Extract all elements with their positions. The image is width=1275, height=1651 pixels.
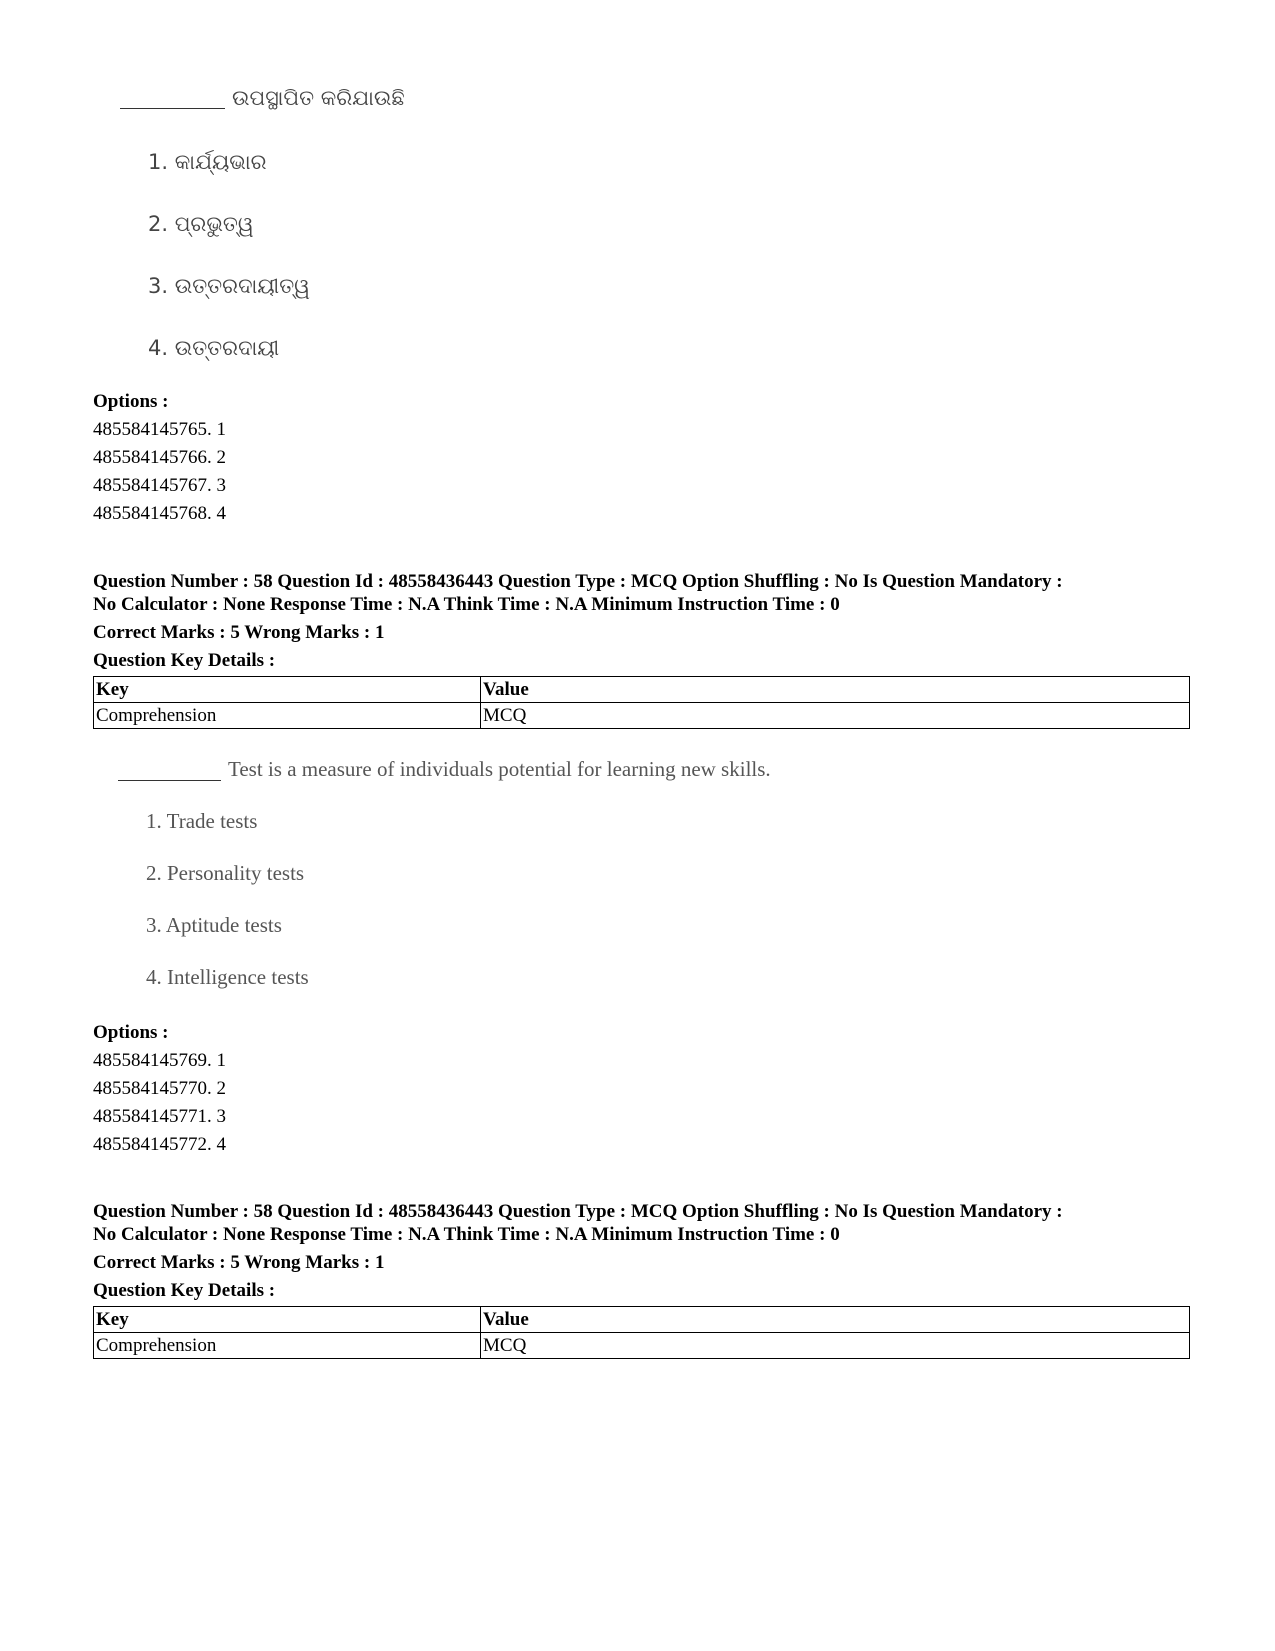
question-meta — [93, 570, 1193, 616]
option-line: 485584145772. 4 — [93, 1134, 226, 1155]
choice-2: 2. ପ୍ରଭୁତ୍ୱ — [148, 212, 254, 236]
choice-2: 2. Personality tests — [146, 861, 305, 885]
table-header-row — [94, 1307, 1190, 1333]
options-label: Options : — [93, 1022, 169, 1043]
option-line: 485584145766. 2 — [93, 447, 226, 468]
meta-line-2: No Calculator : None Response Time : N.A Think Time : N.A Minimum Instruction Time : 0 — [93, 594, 840, 615]
choice-4: 4. Intelligence tests — [146, 965, 309, 989]
option-line: 485584145768. 4 — [93, 503, 226, 524]
marks-line: Correct Marks : 5 Wrong Marks : 1 — [93, 622, 385, 643]
header-key: Key — [94, 1307, 481, 1333]
meta-line-2: No Calculator : None Response Time : N.A Think Time : N.A Minimum Instruction Time : 0 — [93, 1224, 840, 1245]
question-meta — [93, 1200, 1193, 1246]
table-row — [94, 1333, 1190, 1359]
meta-line-1: Question Number : 58 Question Id : 48558436443 Question Type : MCQ Option Shuffling : No Is Question Mandatory : — [93, 1201, 1063, 1222]
marks-line: Correct Marks : 5 Wrong Marks : 1 — [93, 1252, 385, 1273]
option-line: 485584145765. 1 — [93, 419, 226, 440]
cell-key: Comprehension — [94, 703, 481, 729]
answer-blank — [118, 780, 221, 781]
question-text: Test is a measure of individuals potential for learning new skills. — [228, 757, 771, 781]
option-line: 485584145769. 1 — [93, 1050, 226, 1071]
header-value: Value — [481, 1307, 1190, 1333]
key-details-table — [93, 676, 1190, 729]
key-details-table — [93, 1306, 1190, 1359]
choice-3: 3. ଉତ୍ତରଦାୟୀତ୍ୱ — [148, 274, 311, 298]
cell-value: MCQ — [481, 1333, 1190, 1359]
option-line: 485584145770. 2 — [93, 1078, 226, 1099]
header-value: Value — [481, 677, 1190, 703]
table-header-row — [94, 677, 1190, 703]
choice-3: 3. Aptitude tests — [146, 913, 282, 937]
table-row — [94, 703, 1190, 729]
options-label: Options : — [93, 391, 169, 412]
cell-value: MCQ — [481, 703, 1190, 729]
choice-1: 1. Trade tests — [146, 809, 258, 833]
option-line: 485584145771. 3 — [93, 1106, 226, 1127]
choice-1: 1. କାର୍ଯ୍ୟଭାର — [148, 150, 267, 174]
option-line: 485584145767. 3 — [93, 475, 226, 496]
meta-line-1: Question Number : 58 Question Id : 48558436443 Question Type : MCQ Option Shuffling : No Is Question Mandatory : — [93, 571, 1063, 592]
cell-key: Comprehension — [94, 1333, 481, 1359]
header-key: Key — [94, 677, 481, 703]
key-details-label: Question Key Details : — [93, 1280, 276, 1301]
question-text: ଉପସ୍ଥାପିତ କରିଯାଉଛି — [232, 86, 405, 110]
choice-4: 4. ଉତ୍ତରଦାୟୀ — [148, 336, 280, 360]
answer-blank — [120, 108, 225, 109]
key-details-label: Question Key Details : — [93, 650, 276, 671]
